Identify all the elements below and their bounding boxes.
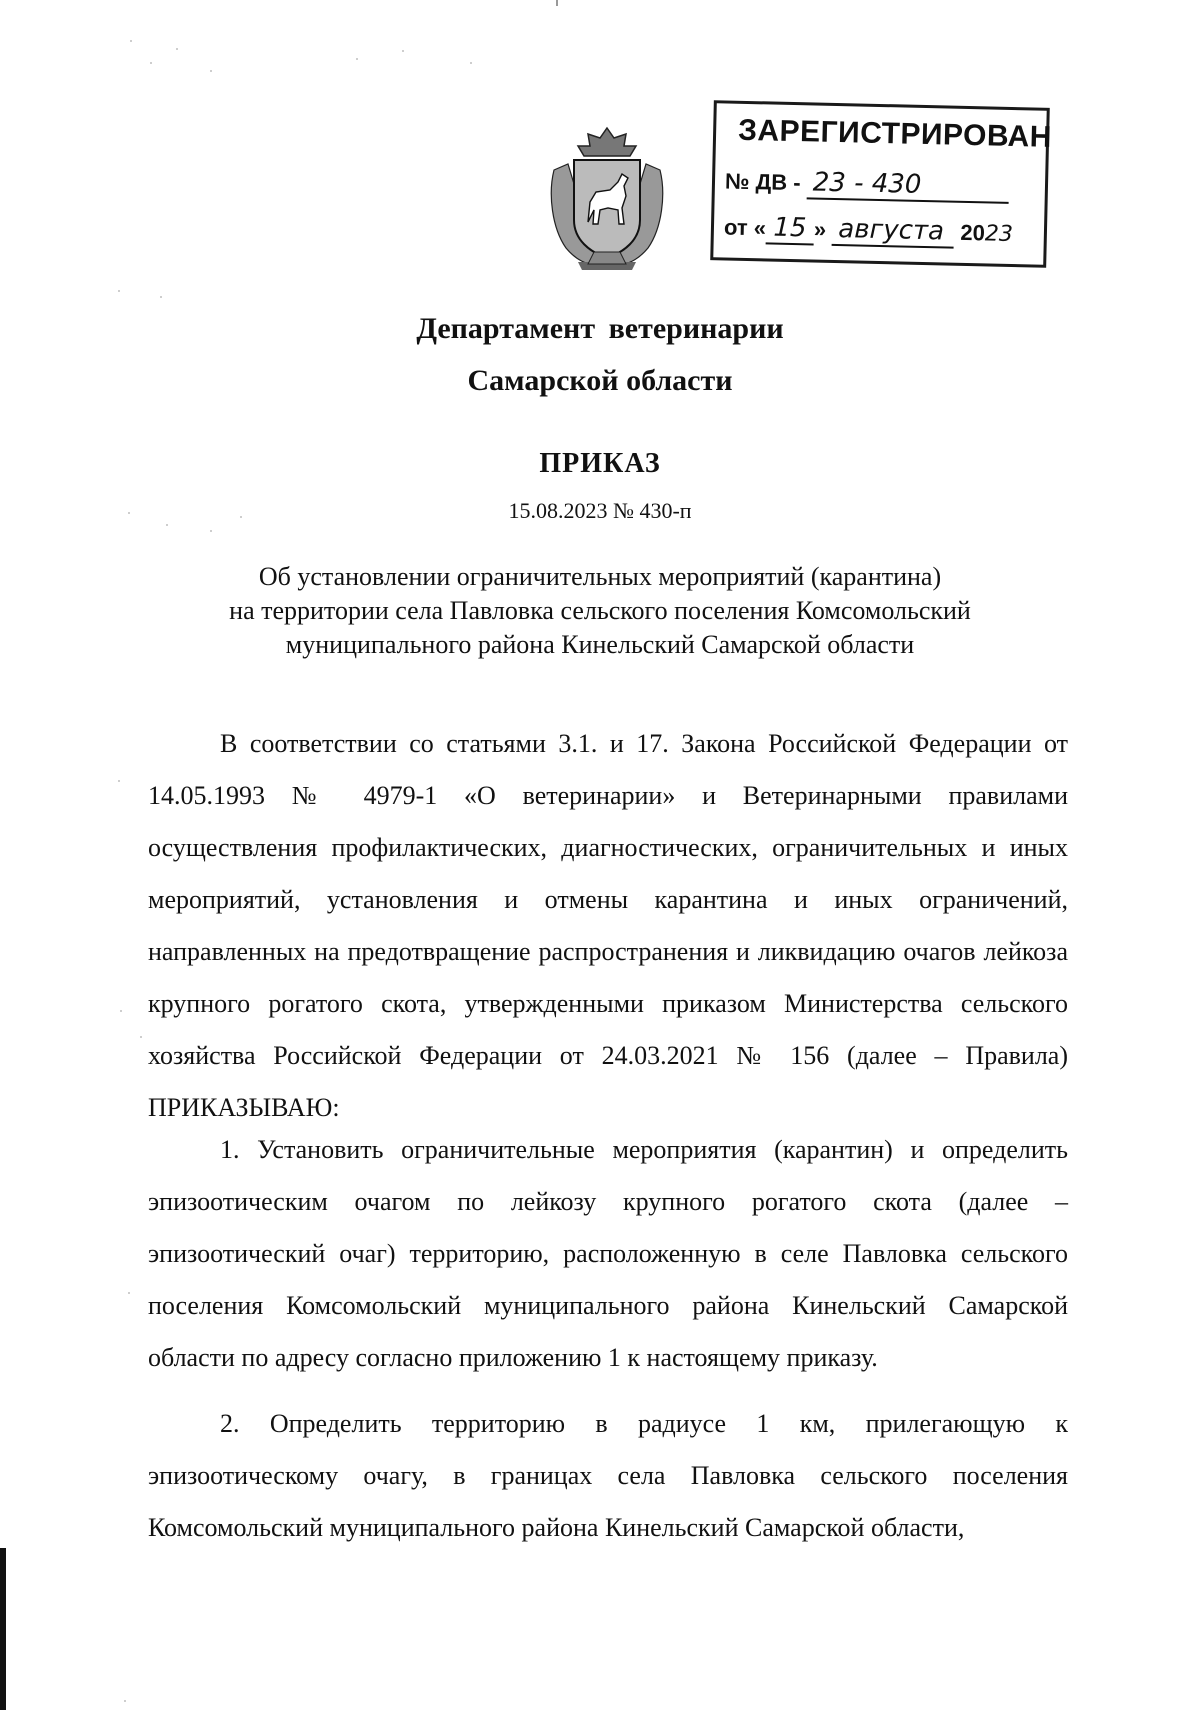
paragraph-text: 2. Определить территорию в радиусе 1 км, прилегающую к эпизоотическому очагу, в границах села Павловка сельского поселения Комсомольский муниципального района Кинельский Самарской области,	[148, 1409, 1068, 1542]
scan-speckle	[470, 62, 472, 64]
scan-speckle	[210, 530, 212, 532]
scan-speckle	[128, 1292, 130, 1294]
scan-speckle	[120, 1010, 122, 1012]
stamp-date-year-prefix: 20	[960, 219, 986, 246]
paragraph-text: В соответствии со статьями 3.1. и 17. Закона Российской Федерации от 14.05.1993 № 4979-1 «О ветеринарии» и Ветеринарными правилами осуществления профилактических, диагностических, ограничительных и иных мероприятий, установления и отмены карантина и иных ограничений, направленных на предотвращение распространения и ликвидацию очагов лейкоза крупного рогатого скота, утвержденными приказом Министерства сельского хозяйства Российской Федерации от 24.03.2021 № 156 (далее – Правила) ПРИКАЗЫВАЮ:	[148, 729, 1068, 1122]
scan-edge-bar	[0, 1548, 6, 1710]
stamp-date-day: 15	[766, 212, 815, 245]
scan-speckle	[176, 48, 178, 50]
paragraph-text: 1. Установить ограничительные мероприятия (карантин) и определить эпизоотическим очагом по лейкозу крупного рогатого скота (далее – эпизоотический очаг) территорию, расположенную в селе Павловка сельского поселения Комсомольский муниципального района Кинельский Самарской области по адресу согласно приложению 1 к настоящему приказу.	[148, 1135, 1068, 1372]
stamp-date-year-suffix: 23	[984, 221, 1014, 248]
scan-speckle	[118, 780, 120, 782]
document-subject	[0, 560, 1200, 662]
subject-line: Об установлении ограничительных мероприятий (карантина)	[258, 562, 942, 591]
scan-speckle	[160, 296, 162, 298]
scan-mark	[556, 0, 558, 6]
scan-speckle	[150, 62, 152, 64]
stamp-date-line	[724, 211, 1014, 250]
scan-speckle	[210, 70, 212, 72]
document-type: ПРИКАЗ	[539, 448, 661, 479]
scan-speckle	[356, 58, 358, 60]
stamp-date-month: августа	[832, 214, 955, 249]
scan-speckle	[402, 50, 404, 52]
coat-of-arms-icon	[548, 124, 666, 272]
document-number: 15.08.2023 № 430-п	[508, 498, 692, 523]
department-name-line2: Самарской области	[467, 364, 733, 397]
stamp-number-value: 23 - 430	[806, 167, 1009, 204]
stamp-number-label: № ДВ -	[724, 168, 801, 196]
stamp-date-mid: »	[813, 216, 827, 242]
stamp-title: ЗАРЕГИСТРИРОВАН	[737, 113, 1053, 154]
stamp-number-line	[725, 165, 1009, 203]
preamble-paragraph	[148, 718, 1068, 1134]
subject-line: муниципального района Кинельский Самарской области	[285, 630, 915, 659]
scan-speckle	[166, 524, 168, 526]
department-name-line1: Департамент ветеринарии	[416, 312, 784, 345]
scan-speckle	[140, 1036, 142, 1038]
scan-speckle	[118, 290, 120, 292]
scan-speckle	[124, 1700, 126, 1702]
registration-stamp	[710, 100, 1053, 268]
stamp-date-prefix: от «	[723, 214, 767, 241]
clause-2-paragraph	[148, 1398, 1068, 1554]
scan-speckle	[130, 40, 132, 42]
subject-line: на территории села Павловка сельского поселения Комсомольский	[229, 596, 971, 625]
clause-1-paragraph	[148, 1124, 1068, 1384]
